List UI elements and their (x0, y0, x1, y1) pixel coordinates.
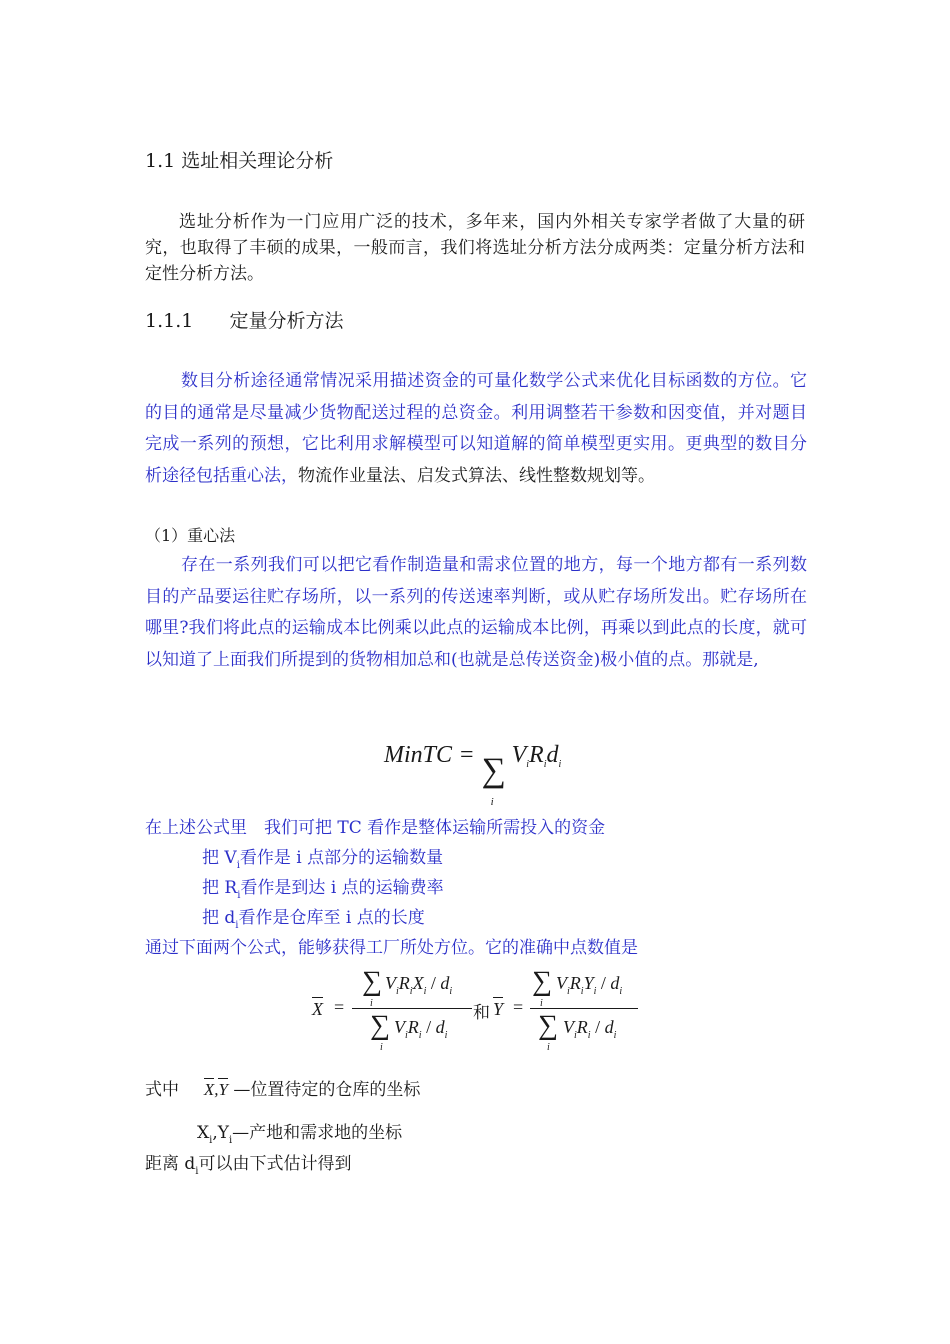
definition-d-prefix: 把 d (202, 908, 236, 928)
x-bar: X (312, 999, 323, 1019)
var-r: R (529, 742, 544, 768)
y-den-terms: $V_iR_i / d_i$ (563, 1017, 617, 1041)
y-fraction-bar (530, 1008, 638, 1009)
legend-y-bar: Y (218, 1080, 228, 1099)
x-num-sum: ∑ (362, 966, 382, 997)
legend-yi-sub: i (228, 1135, 233, 1146)
legend-xi-sub: i (209, 1135, 213, 1146)
y-num-terms: $V_iR_iY_i / d_i$ (556, 973, 623, 997)
y-bar: Y (493, 999, 504, 1019)
definition-intro: 在上述公式里 我们可把 TC 看作是整体运输所需投入的资金 (145, 818, 606, 838)
legend-prefix: 式中 (145, 1080, 179, 1100)
legend-xy-points (197, 1118, 403, 1146)
x-den-sum: ∑ (370, 1010, 390, 1041)
definition-v (202, 843, 444, 871)
section-heading: 1.1 选址相关理论分析 (145, 150, 334, 172)
subsection-heading (145, 306, 343, 333)
intro-paragraph: 选址分析作为一门应用广泛的技术，多年来，国内外相关专家学者做了大量的研究，也取得了丰硕的成果，一般而言，我们将选址分析方法分成两类：定量分析方法和定性分析方法。 (145, 212, 805, 284)
x-fraction (352, 966, 477, 1058)
y-eq: = (513, 997, 524, 1017)
legend-comma: , (214, 1080, 219, 1099)
y-num-sum: ∑ (532, 966, 552, 997)
quant-paragraph-tail: 物流作业量法、启发式算法、线性整数规划等。 (298, 465, 655, 486)
legend-yi: ,Y (212, 1123, 229, 1143)
legend-xi: X (197, 1123, 210, 1143)
legend-x-bar: X (203, 1080, 215, 1099)
y-den-sum: ∑ (538, 1010, 558, 1041)
sub-d: i (558, 759, 562, 770)
legend-text: —位置待定的仓库的坐标 (233, 1080, 421, 1100)
var-v: V (511, 742, 527, 768)
distance-prefix: 距离 d (145, 1154, 196, 1174)
and-text: 和 (473, 1003, 490, 1023)
formula-lhs: MinTC (384, 742, 453, 768)
x-fraction-bar (352, 1008, 472, 1009)
var-d: d (546, 742, 559, 768)
definition-r-text: 看作是到达 i 点的运输费率 (240, 878, 444, 898)
formula-min-tc (384, 742, 562, 808)
y-den-sum-index: i (547, 1042, 550, 1053)
x-num-sum-index: i (370, 998, 373, 1009)
subsection-number: 1.1.1 (145, 310, 194, 332)
distance-line (145, 1149, 352, 1177)
distance-sub: i (195, 1166, 199, 1177)
quant-paragraph-blue: 数目分析途径通常情况采用描述资金的可量化数学公式来优化目标函数的方位。它的目的通常是尽量减少货物配送过程的总资金。利用调整若干参数和因变值，并对题目完成一系列的预想，它比利用求解模型可以知道解的简单模型更实用。更典型的数目分析途径包括重心法， (145, 371, 807, 486)
definition-r-prefix: 把 R (202, 878, 238, 898)
sum-index: i (490, 796, 494, 808)
method-paragraph: 存在一系列我们可以把它看作制造量和需求位置的地方，每一个地方都有一系列数目的产品要运往贮存场所，以一系列的传送速率判断，或从贮存场所发出。贮存场所在哪里?我们将此点的运输成本比例乘以此点的运输成本比例，再乘以到此点的长度，就可以知道了上面我们所提到的货物相加总和(也就是总传送资金)极小值的点。那就是, (145, 555, 807, 670)
distance-text: 可以由下式估计得到 (198, 1154, 352, 1174)
formula-eq: = (460, 742, 474, 768)
definition-r (202, 873, 444, 901)
definition-v-prefix: 把 V (202, 848, 237, 868)
definition-d-text: 看作是仓库至 i 点的长度 (238, 908, 425, 928)
x-eq: = (334, 997, 345, 1017)
formulas-intro: 通过下面两个公式，能够获得工厂所处方位。它的准确中点数值是 (145, 938, 638, 958)
subsection-title: 定量分析方法 (229, 310, 344, 332)
legend-xy-text: —产地和需求地的坐标 (232, 1123, 403, 1143)
x-den-terms: $V_iR_i / d_i$ (394, 1017, 448, 1041)
quant-paragraph (145, 366, 807, 492)
x-num-terms: $V_iR_iX_i / d_i$ (385, 973, 453, 997)
sum-symbol: ∑ (481, 752, 506, 789)
definition-r-sub: i (237, 890, 241, 901)
definition-d (202, 903, 425, 931)
legend-xy-bar (145, 1075, 420, 1100)
definition-v-text: 看作是 i 点部分的运输数量 (239, 848, 444, 868)
definition-d-sub: i (235, 920, 239, 931)
sub-r: i (543, 759, 547, 770)
y-fraction (530, 966, 645, 1058)
method-label: （1）重心法 (145, 526, 236, 545)
y-num-sum-index: i (540, 998, 543, 1009)
sub-v: i (526, 759, 530, 770)
definition-v-sub: i (236, 860, 240, 871)
x-den-sum-index: i (380, 1042, 383, 1053)
